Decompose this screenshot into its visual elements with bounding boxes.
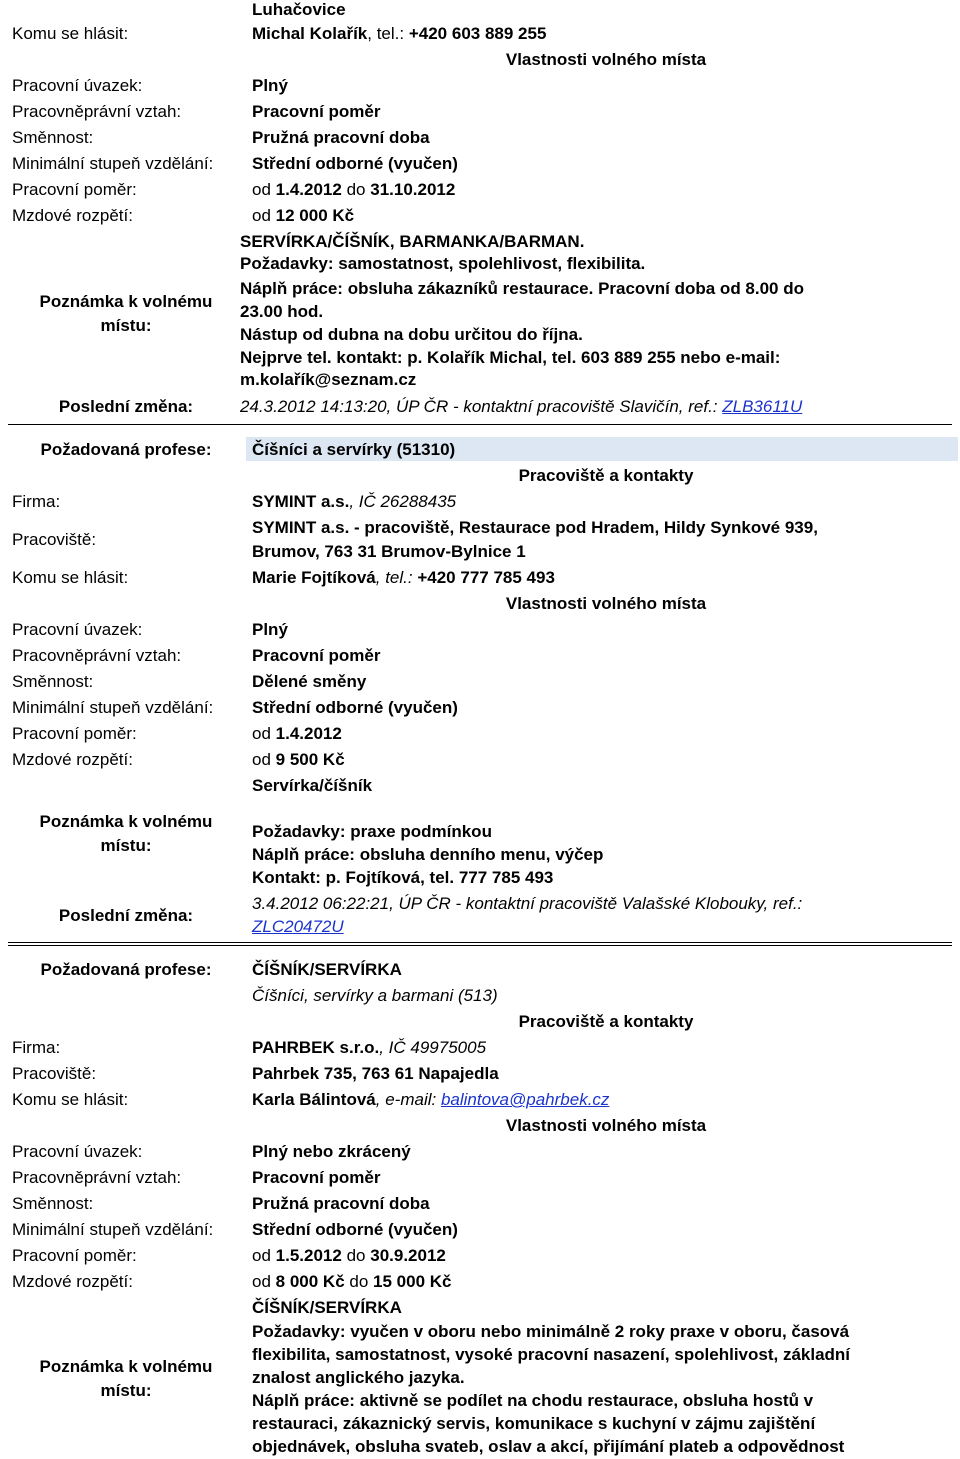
job2-note-line: Požadavky: praxe podmínkou (252, 822, 492, 841)
job1-mzda (252, 206, 354, 226)
job3-vzdelani: Střední odborné (vyučen) (252, 1220, 458, 1239)
job3-props-heading: Vlastnosti volného místa (505, 1116, 707, 1135)
job1-vztah: Pracovní poměr (252, 102, 381, 121)
job3-contact (252, 1090, 609, 1110)
job3-mzda-do: do (349, 1272, 369, 1291)
job3-note-line: ČÍŠNÍK/SERVÍRKA (252, 1298, 402, 1317)
job2-workplace-heading: Pracoviště a kontakty (518, 466, 694, 485)
job2-vzdelani: Střední odborné (vyučen) (252, 698, 458, 717)
job1-pomer-from: 1.4.2012 (275, 180, 342, 199)
job2-mzda-label: Mzdové rozpětí: (12, 750, 133, 769)
job2-note-line: Servírka/číšník (252, 776, 373, 795)
job3-profese: ČÍŠNÍK/SERVÍRKA (252, 960, 402, 979)
job3-pomer-from: 1.5.2012 (275, 1246, 342, 1265)
job1-contact-tel-label: , tel.: (367, 24, 409, 43)
job3-workplace-heading: Pracoviště a kontakty (518, 1012, 694, 1031)
job3-contact-label: Komu se hlásit: (12, 1090, 129, 1109)
job3-smennost-label: Směnnost: (12, 1194, 94, 1213)
job2-pomer (252, 724, 342, 744)
job2-firma (252, 492, 456, 512)
job3-uvazek-label: Pracovní úvazek: (12, 1142, 143, 1161)
job2-contact-name: Marie Fojtíková (252, 568, 376, 587)
job3-firma-ic: , IČ 49975005 (379, 1038, 487, 1057)
job3-pomer-to: 30.9.2012 (370, 1246, 446, 1265)
job1-contact-tel: +420 603 889 255 (408, 24, 547, 43)
job1-ref-link[interactable]: ZLB3611U (722, 397, 803, 416)
job3-note-label: Poznámka k volnému místu: (39, 1357, 213, 1400)
job3-contact-email-label: , e-mail: (375, 1090, 441, 1109)
job2-profese-label: Požadovaná profese: (40, 440, 212, 459)
job1-mzda-value: 12 000 Kč (275, 206, 355, 225)
job1-note-line: Nejprve tel. kontakt: p. Kolařík Michal, tel. 603 889 255 nebo e-mail: (240, 348, 781, 367)
job3-note-line: restauraci, zákaznický servis, komunikace s kuchyní v zájmu zajištění (252, 1414, 816, 1433)
job2-mzda-od: od (252, 750, 271, 769)
job3-pomer-od: od (252, 1246, 271, 1265)
job2-note-line: Náplň práce: obsluha denního menu, výčep (252, 845, 604, 864)
job2-contact-tel: +420 777 785 493 (417, 568, 555, 587)
job2-firma-ic: , IČ 26288435 (349, 492, 457, 511)
job2-smennost-label: Směnnost: (12, 672, 94, 691)
separator (8, 942, 952, 943)
job1-props-heading: Vlastnosti volného místa (505, 50, 707, 69)
job3-contact-name: Karla Bálintová (252, 1090, 376, 1109)
job1-contact-name: Michal Kolařík (252, 24, 368, 43)
job1-note-line: Náplň práce: obsluha zákazníků restaurace. Pracovní doba od 8.00 do (240, 279, 805, 298)
job3-note-line: objednávek, obsluha svateb, oslav a akcí, přijímání plateb a odpovědnost (252, 1437, 845, 1456)
job1-uvazek-label: Pracovní úvazek: (12, 76, 143, 95)
job3-firma (252, 1038, 486, 1058)
job3-profese-sub: Číšníci, servírky a barmani (513) (252, 986, 498, 1005)
job2-contact-tel-label: , tel.: (375, 568, 418, 587)
job3-note-line: Požadavky: vyučen v oboru nebo minimálně 2 roky praxe v oboru, časová (252, 1322, 850, 1341)
job2-ref-link[interactable]: ZLC20472U (252, 917, 344, 936)
job3-pracoviste: Pahrbek 735, 763 61 Napajedla (252, 1064, 499, 1083)
job3-mzda-from: 8 000 Kč (275, 1272, 345, 1291)
job3-note-line: flexibilita, samostatnost, vysoké pracovní nasazení, spolehlivost, základní (252, 1345, 851, 1364)
separator (8, 424, 952, 425)
job2-contact (252, 568, 555, 588)
job1-note-label: Poznámka k volnému místu: (39, 292, 213, 335)
job3-mzda-od: od (252, 1272, 271, 1291)
job3-pracoviste-label: Pracoviště: (12, 1064, 97, 1083)
job2-mzda-value: 9 500 Kč (275, 750, 345, 769)
job1-location-tail: Luhačovice (252, 0, 346, 19)
job2-uvazek: Plný (252, 620, 288, 639)
job1-note-line: m.kolařík@seznam.cz (240, 370, 417, 389)
job1-change-text: 24.3.2012 14:13:20, ÚP ČR - kontaktní pracoviště Slavičín, ref.: (240, 397, 723, 416)
job1-pomer-od: od (252, 180, 271, 199)
job3-firma-name: PAHRBEK s.r.o. (252, 1038, 380, 1057)
job2-profese: Číšníci a servírky (51310) (252, 440, 456, 459)
job3-mzda-label: Mzdové rozpětí: (12, 1272, 133, 1291)
job1-smennost-label: Směnnost: (12, 128, 94, 147)
job1-contact-label: Komu se hlásit: (12, 24, 129, 43)
job1-smennost: Pružná pracovní doba (252, 128, 430, 147)
job3-note-line: znalost anglického jazyka. (252, 1368, 465, 1387)
job3-smennost: Pružná pracovní doba (252, 1194, 430, 1213)
job3-pomer-label: Pracovní poměr: (12, 1246, 137, 1265)
job2-note-line: Kontakt: p. Fojtíková, tel. 777 785 493 (252, 868, 554, 887)
job1-change (240, 397, 802, 417)
job2-mzda (252, 750, 345, 770)
job1-pomer-do: do (346, 180, 366, 199)
job1-uvazek: Plný (252, 76, 288, 95)
job1-note-line: 23.00 hod. (240, 302, 324, 321)
job1-vzdelani: Střední odborné (vyučen) (252, 154, 458, 173)
job2-smennost: Dělené směny (252, 672, 367, 691)
job1-pomer-to: 31.10.2012 (370, 180, 456, 199)
job3-vztah: Pracovní poměr (252, 1168, 381, 1187)
job3-mzda (252, 1272, 452, 1292)
job2-pracoviste-label: Pracoviště: (12, 530, 97, 549)
job3-pomer (252, 1246, 446, 1266)
job3-mzda-to: 15 000 Kč (373, 1272, 452, 1291)
job2-firma-label: Firma: (12, 492, 61, 511)
job2-note-label: Poznámka k volnému místu: (39, 812, 213, 855)
job3-email-link[interactable]: balintova@pahrbek.cz (440, 1090, 610, 1109)
job2-uvazek-label: Pracovní úvazek: (12, 620, 143, 639)
job3-profese-label: Požadovaná profese: (40, 960, 212, 979)
job2-vztah: Pracovní poměr (252, 646, 381, 665)
job3-note-line: Náplň práce: aktivně se podílet na chodu restaurace, obsluha hostů v (252, 1391, 814, 1410)
job1-pomer (252, 180, 455, 200)
job1-vzdelani-label: Minimální stupeň vzdělání: (12, 154, 214, 173)
job2-pomer-od: od (252, 724, 271, 743)
job2-vztah-label: Pracovněprávní vztah: (12, 646, 182, 665)
job2-pracoviste-line: SYMINT a.s. - pracoviště, Restaurace pod Hradem, Hildy Synkové 939, (252, 518, 818, 537)
job2-change-text: 3.4.2012 06:22:21, ÚP ČR - kontaktní pracoviště Valašské Klobouky, ref.: (252, 894, 803, 913)
job1-vztah-label: Pracovněprávní vztah: (12, 102, 182, 121)
job3-vzdelani-label: Minimální stupeň vzdělání: (12, 1220, 214, 1239)
job3-firma-label: Firma: (12, 1038, 61, 1057)
job3-pomer-do: do (346, 1246, 366, 1265)
job1-note-line: SERVÍRKA/ČÍŠNÍK, BARMANKA/BARMAN. (240, 232, 585, 251)
job1-mzda-label: Mzdové rozpětí: (12, 206, 133, 225)
job2-change-label: Poslední změna: (58, 906, 194, 925)
job2-props-heading: Vlastnosti volného místa (505, 594, 707, 613)
job1-pomer-label: Pracovní poměr: (12, 180, 137, 199)
separator (8, 945, 952, 946)
job3-vztah-label: Pracovněprávní vztah: (12, 1168, 182, 1187)
job1-change-label: Poslední změna: (58, 397, 194, 416)
job1-note-line: Požadavky: samostatnost, spolehlivost, flexibilita. (240, 254, 646, 273)
job2-pomer-label: Pracovní poměr: (12, 724, 137, 743)
job2-pomer-from: 1.4.2012 (275, 724, 342, 743)
job1-contact (252, 24, 546, 44)
job2-vzdelani-label: Minimální stupeň vzdělání: (12, 698, 214, 717)
job1-note-line: Nástup od dubna na dobu určitou do října. (240, 325, 583, 344)
job2-firma-name: SYMINT a.s. (252, 492, 350, 511)
job1-mzda-od: od (252, 206, 271, 225)
job3-uvazek: Plný nebo zkrácený (252, 1142, 411, 1161)
job2-contact-label: Komu se hlásit: (12, 568, 129, 587)
job2-pracoviste-line: Brumov, 763 31 Brumov-Bylnice 1 (252, 542, 526, 561)
